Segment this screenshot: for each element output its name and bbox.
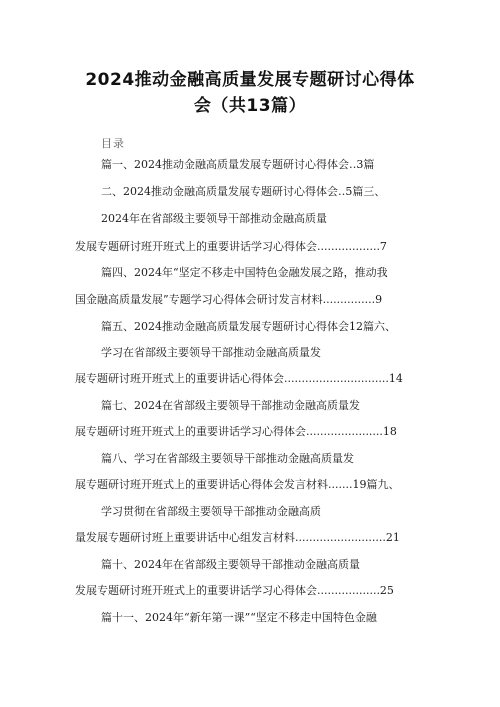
toc-entry-3-cont[interactable]: 发展专题研讨班开班式上的重要讲话学习心得体会..................7 — [75, 240, 387, 253]
toc-entry-5[interactable]: 篇五、2024推动金融高质量发展专题研讨心得体会12篇六、 — [101, 320, 396, 333]
toc-entry-6-cont[interactable]: 展专题研讨班开班式上的重要讲话心得体会..............................14 — [75, 372, 403, 385]
toc-entry-4[interactable]: 篇四、2024年“坚定不移走中国特色金融发展之路，推动我 — [101, 266, 388, 279]
toc-entry-6[interactable]: 学习在省部级主要领导干部推动金融高质量发 — [101, 346, 321, 359]
toc-entry-9-cont[interactable]: 量发展专题研讨班上重要讲话中心组发言材料..........................21 — [75, 531, 400, 544]
toc-heading: 目录 — [101, 137, 125, 150]
toc-entry-8[interactable]: 篇八、学习在省部级主要领导干部推动金融高质量发 — [101, 452, 354, 465]
toc-entry-3[interactable]: 2024年在省部级主要领导干部推动金融高质量 — [101, 212, 327, 225]
toc-entry-8-cont[interactable]: 展专题研讨班开班式上的重要讲话心得体会发言材料.......19篇九、 — [75, 478, 400, 491]
toc-entry-1[interactable]: 篇一、2024推动金融高质量发展专题研讨心得体会‥3篇 — [101, 158, 375, 171]
toc-entry-4-cont[interactable]: 国金融高质量发展”专题学习心得体会研讨发言材料...............9 — [75, 293, 383, 306]
document-title-line-1: 2024推动金融高质量发展专题研讨心得体 — [85, 70, 415, 90]
document-title-line-2: 会（共13篇） — [193, 96, 307, 116]
toc-entry-9[interactable]: 学习贯彻在省部级主要领导干部推动金融高质 — [101, 505, 321, 518]
toc-entry-7[interactable]: 篇七、2024在省部级主要领导干部推动金融高质量发 — [101, 399, 360, 412]
toc-entry-2[interactable]: 二、2024推动金融高质量发展专题研讨心得体会‥5篇三、 — [101, 185, 386, 198]
toc-entry-10-cont[interactable]: 发展专题研讨班开班式上的重要讲话学习心得体会..................25 — [75, 584, 394, 597]
toc-entry-11[interactable]: 篇十一、2024年“新年第一课”“坚定不移走中国特色金融 — [101, 611, 377, 624]
toc-entry-7-cont[interactable]: 展专题研讨班开班式上的重要讲话学习心得体会......................18 — [75, 425, 397, 438]
toc-entry-10[interactable]: 篇十、2024年在省部级主要领导干部推动金融高质量 — [101, 558, 360, 571]
